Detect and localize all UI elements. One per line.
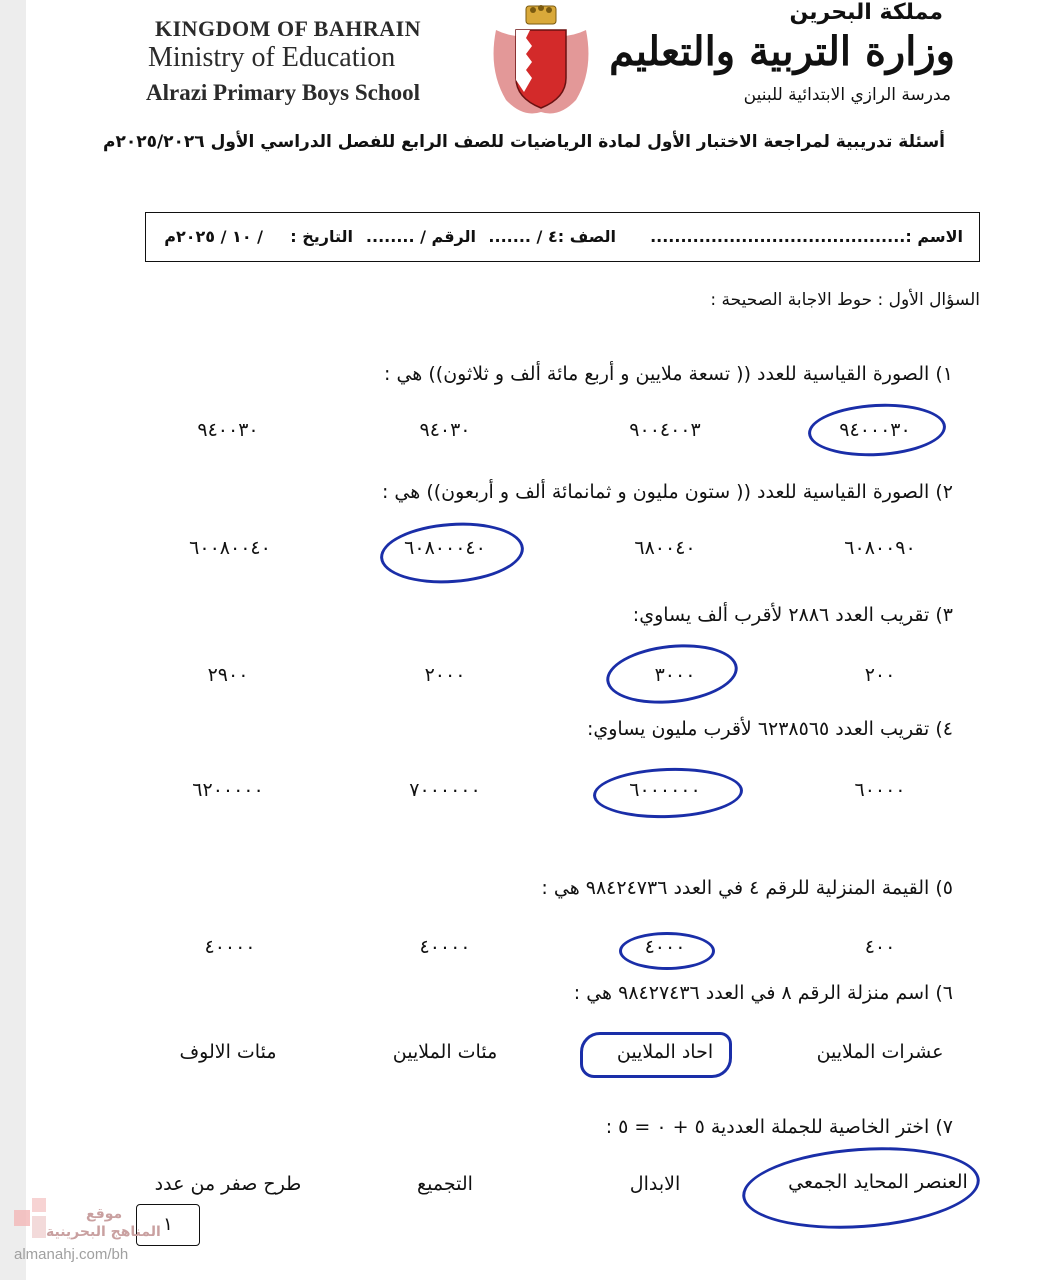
q5-option-d[interactable]: ٤٠٠٠٠ [204, 936, 256, 958]
q4-option-c[interactable]: ٧٠٠٠٠٠٠ [409, 779, 481, 801]
q6-option-c[interactable]: مئات الملايين [392, 1041, 498, 1063]
q3-option-a[interactable]: ٢٠٠ [864, 664, 896, 686]
q5-option-a[interactable]: ٤٠٠ [864, 936, 896, 958]
q3-option-b[interactable]: ٣٠٠٠ [654, 664, 696, 686]
page-number: ١ [163, 1214, 173, 1235]
section-title: السؤال الأول : حوط الاجابة الصحيحة : [710, 290, 980, 310]
q6-option-d[interactable]: مئات الالوف [179, 1041, 277, 1063]
header-ar-line3: مدرسة الرازي الابتدائية للبنين [743, 85, 951, 105]
student-name-field: الاسم :.......................................... [650, 227, 963, 246]
q1-option-b[interactable]: ٩٠٠٤٠٠٣ [629, 419, 701, 441]
header-ar-line1: مملكة البحرين [789, 0, 943, 25]
header-en-line3: Alrazi Primary Boys School [146, 80, 421, 105]
worksheet-title: أسئلة تدريبية لمراجعة الاختبار الأول لمادة الرياضيات للصف الرابع للفصل الدراسي الأول ٢٠٢٥/٢٠٢٦م [102, 132, 945, 152]
question-1-text: ١) الصورة القياسية للعدد (( تسعة ملايين و أربع مائة ألف و ثلاثون)) هي : [384, 363, 953, 385]
q5-option-c[interactable]: ٤٠٠٠٠ [419, 936, 471, 958]
q4-option-b[interactable]: ٦٠٠٠٠٠٠ [629, 779, 701, 801]
page-edge [0, 0, 26, 1280]
q6-option-b[interactable]: احاد الملايين [616, 1041, 714, 1063]
q2-option-a[interactable]: ٦٠٨٠٠٩٠ [844, 537, 916, 559]
q1-option-c[interactable]: ٩٤٠٣٠ [419, 419, 471, 441]
q1-answer-circle [807, 400, 948, 459]
bahrain-emblem-icon [488, 0, 594, 120]
question-7-text: ٧) اختر الخاصية للجملة العددية ٥ + ٠ = ٥ : [605, 1116, 953, 1138]
q2-option-b[interactable]: ٦٨٠٠٤٠ [634, 537, 696, 559]
q1-option-d[interactable]: ٩٤٠٠٣٠ [197, 419, 259, 441]
date-value: / ١٠ / ٢٠٢٥م [164, 227, 263, 246]
q4-option-a[interactable]: ٦٠٠٠٠ [854, 779, 906, 801]
question-3-text: ٣) تقريب العدد ٢٨٨٦ لأقرب ألف يساوي: [632, 604, 953, 626]
q7-option-a[interactable]: العنصر المحايد الجمعي [788, 1171, 968, 1193]
header-en-line1: KINGDOM OF BAHRAIN [155, 16, 422, 41]
watermark-line1: موقع [86, 1206, 123, 1222]
q3-option-d[interactable]: ٢٩٠٠ [207, 664, 249, 686]
q3-answer-circle [603, 638, 740, 709]
question-6-text: ٦) اسم منزلة الرقم ٨ في العدد ٩٨٤٢٧٤٣٦ هي : [573, 982, 953, 1004]
q2-answer-circle [378, 518, 526, 588]
watermark-logo-icon [12, 1196, 48, 1240]
q7-option-c[interactable]: التجميع [417, 1173, 473, 1195]
q7-option-b[interactable]: الابدال [629, 1173, 681, 1195]
student-grade-field: الصف :٤ / ....... [488, 227, 616, 246]
q2-option-d[interactable]: ٦٠٠٨٠٠٤٠ [189, 537, 271, 559]
q7-option-d[interactable]: طرح صفر من عدد [154, 1173, 302, 1195]
q6-answer-circle [580, 1032, 732, 1078]
question-2-text: ٢) الصورة القياسية للعدد (( ستون مليون و ثمانمائة ألف و أربعون)) هي : [381, 481, 953, 503]
q2-option-c[interactable]: ٦٠٨٠٠٠٤٠ [404, 537, 486, 559]
header-en-line2: Ministry of Education [148, 42, 396, 73]
watermark-url[interactable]: almanahj.com/bh [14, 1246, 129, 1263]
student-number-field: الرقم / ........ [365, 227, 476, 246]
question-4-text: ٤) تقريب العدد ٦٢٣٨٥٦٥ لأقرب مليون يساوي: [586, 718, 953, 740]
q5-option-b[interactable]: ٤٠٠٠ [644, 936, 686, 958]
header-ar-line2: وزارة التربية والتعليم [609, 28, 955, 75]
question-5-text: ٥) القيمة المنزلية للرقم ٤ في العدد ٩٨٤٢٤٧٣٦ هي : [541, 877, 953, 899]
q1-option-a[interactable]: ٩٤٠٠٠٣٠ [839, 419, 911, 441]
watermark-line2: المناهج البحرينية [46, 1224, 161, 1240]
q4-option-d[interactable]: ٦٢٠٠٠٠٠ [192, 779, 264, 801]
date-label: التاريخ : [290, 227, 353, 246]
q3-option-c[interactable]: ٢٠٠٠ [424, 664, 466, 686]
q5-answer-circle [619, 932, 715, 970]
q4-answer-circle [592, 765, 744, 820]
q6-option-a[interactable]: عشرات الملايين [816, 1041, 944, 1063]
q7-answer-circle [739, 1140, 982, 1236]
